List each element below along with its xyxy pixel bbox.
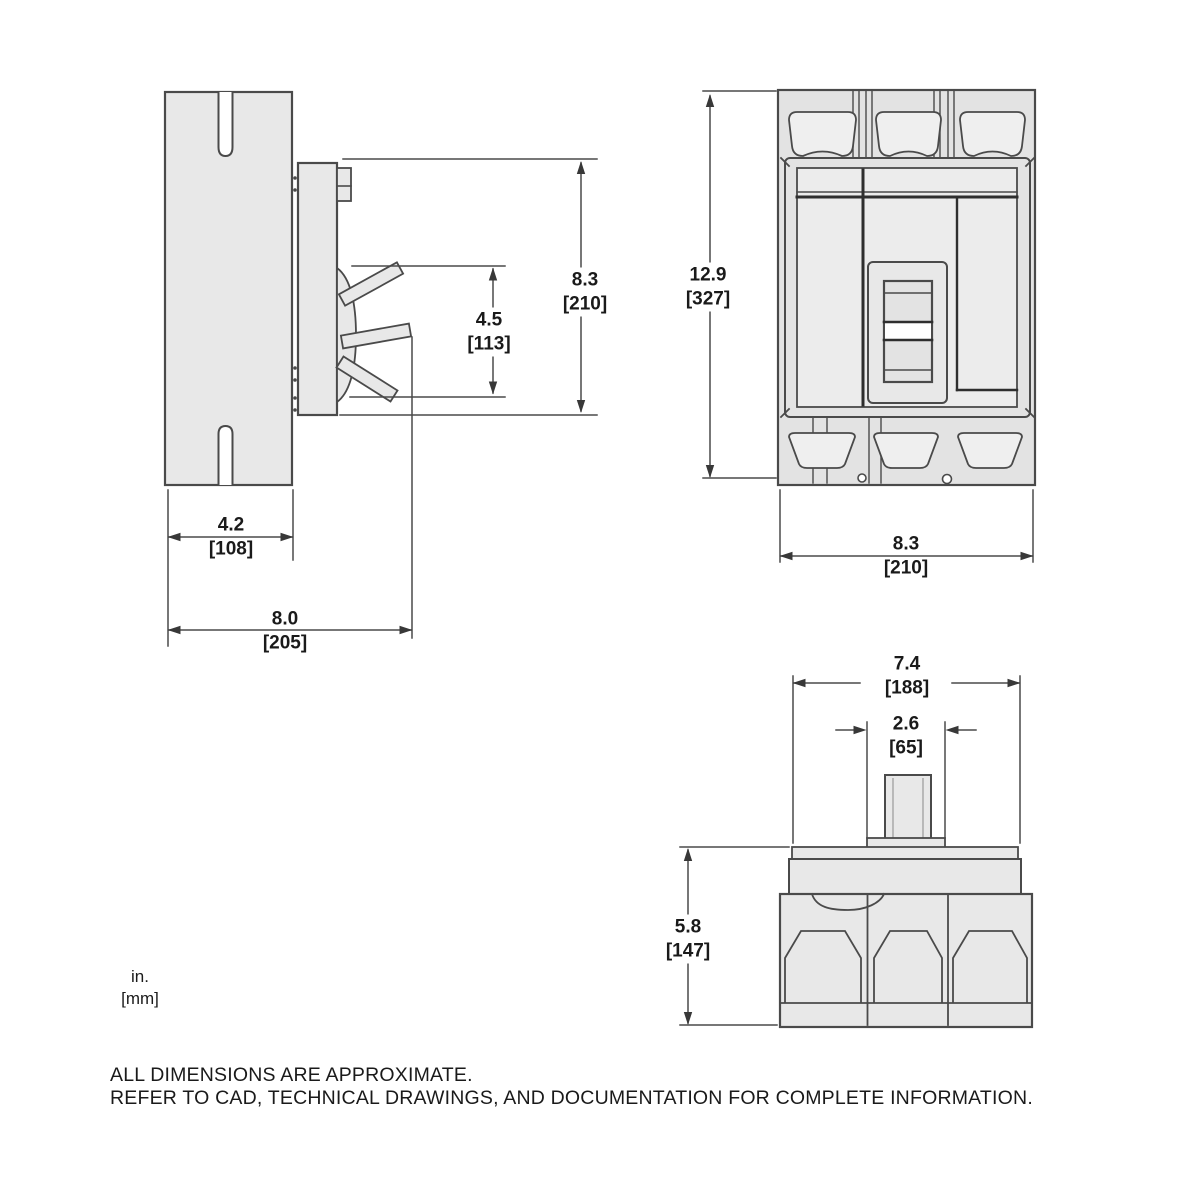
side-view (165, 92, 411, 485)
dim-side-height-in: 8.3 (571, 269, 599, 291)
dim-side-lug-spread-label (464, 308, 513, 357)
dim-bottom-width-mm: [188] (884, 677, 930, 699)
bottom-terminal-1 (789, 433, 855, 468)
handle-step-side (337, 168, 351, 201)
footer-line-1: ALL DIMENSIONS ARE APPROXIMATE. (110, 1064, 473, 1086)
dim-bottom-depth-in: 5.8 (674, 916, 702, 938)
units-note-inches: in. (131, 966, 149, 986)
footer-note (110, 1064, 1033, 1110)
bottom-terminal-2 (874, 433, 938, 468)
dim-front-height-label (683, 263, 733, 312)
dim-bottom-width-in: 7.4 (893, 653, 921, 675)
units-note (121, 966, 159, 1010)
breaker-side-profile (298, 163, 337, 415)
footer-line-2: REFER TO CAD, TECHNICAL DRAWINGS, AND DOCUMENTATION FOR COMPLETE INFORMATION. (110, 1087, 1033, 1109)
dim-bottom-depth-mm: [147] (665, 940, 711, 962)
dim-panel-depth-label (209, 516, 253, 559)
dim-side-height-mm: [210] (562, 293, 608, 315)
dim-bottom-depth-label (663, 915, 713, 964)
bottom-terminal-3 (958, 433, 1022, 468)
dim-front-width-mm: [210] (883, 557, 929, 579)
dim-handle-width-mm: [65] (889, 737, 923, 759)
dim-side-lug-spread-in: 4.5 (475, 309, 503, 331)
dim-overall-depth-label (263, 610, 307, 653)
dim-side-height-label (560, 268, 610, 317)
handle-grip-band (885, 323, 931, 339)
bottom-view (780, 775, 1032, 1027)
mounting-hole-left (858, 474, 866, 482)
dim-overall-depth-mm: [205] (262, 632, 308, 654)
dim-front-width-label (884, 535, 928, 578)
panel-top-slot (219, 92, 233, 156)
dim-side-lug-spread-mm: [113] (467, 333, 511, 355)
dim-front-height-mm: [327] (685, 288, 731, 310)
panel-bottom-slot (219, 426, 233, 485)
dim-handle-width-label (889, 715, 923, 758)
dim-front-height-in: 12.9 (689, 264, 727, 286)
dim-panel-depth-in: 4.2 (217, 514, 245, 536)
top-plate (792, 847, 1018, 859)
top-terminal-3 (960, 112, 1025, 156)
dim-front-width-in: 8.3 (892, 533, 920, 555)
front-view (778, 90, 1035, 485)
dim-handle-width-in: 2.6 (892, 713, 920, 735)
dim-bottom-width-label (885, 655, 929, 698)
units-note-mm: [mm] (121, 989, 159, 1008)
top-terminal-1 (789, 112, 856, 156)
mounting-hole-right (943, 475, 952, 484)
handle-knob (885, 775, 931, 843)
lower-body (780, 894, 1032, 1027)
top-terminal-2 (876, 112, 941, 156)
dim-overall-depth-in: 8.0 (271, 608, 299, 630)
mounting-dots (293, 176, 297, 412)
upper-body (789, 859, 1021, 894)
dim-panel-depth-mm: [108] (208, 538, 254, 560)
